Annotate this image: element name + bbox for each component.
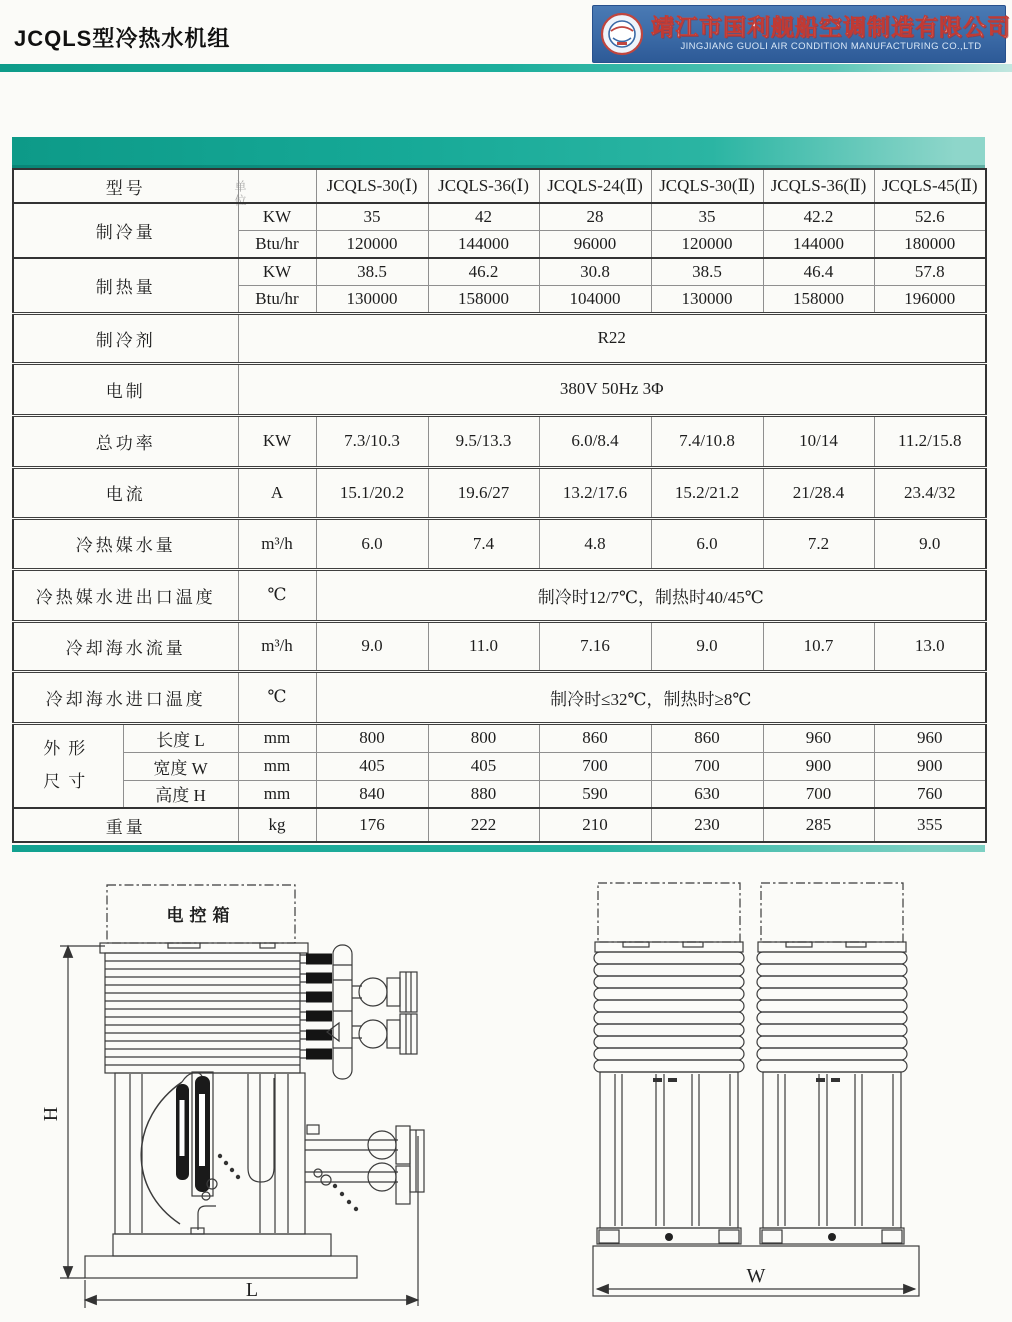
chain (218, 1154, 240, 1179)
value-cell: 800 (428, 723, 539, 752)
unit-cell: ℃ (238, 569, 316, 621)
row-label: 冷却海水进口温度 (13, 671, 238, 723)
value-cell: 7.2 (763, 518, 874, 569)
spec-row-refrigerant (13, 313, 986, 363)
cabinet (600, 1072, 738, 1228)
row-label: 制冷剂 (13, 313, 238, 363)
unit-cell: mm (238, 723, 316, 752)
sub-label: 宽度 W (123, 752, 238, 780)
spec-row-cooling-kw (13, 203, 986, 230)
value-cell: 11.0 (428, 621, 539, 671)
valve (359, 1020, 387, 1048)
value-cell: 900 (763, 752, 874, 780)
value-cell: 38.5 (651, 258, 763, 285)
value-cell: 130000 (316, 285, 428, 313)
value-cell: 120000 (651, 230, 763, 258)
row-label: 电制 (13, 363, 238, 415)
tube-connectors (306, 954, 332, 1060)
value-cell: 52.6 (874, 203, 986, 230)
value-cell: 13.0 (874, 621, 986, 671)
rib-stack (594, 952, 744, 1072)
dim-group-line2: 尺寸 (43, 771, 94, 791)
value-cell: 23.4/32 (874, 467, 986, 518)
control-box-outline (598, 883, 740, 942)
unit-cell: m³/h (238, 518, 316, 569)
top-plate (100, 943, 308, 953)
value-cell: 760 (874, 780, 986, 808)
row-label: 冷热媒水进出口温度 (13, 569, 238, 621)
chain (333, 1184, 358, 1211)
spec-row-power-supply (13, 363, 986, 415)
value-cell: 960 (763, 723, 874, 752)
control-box-outline (761, 883, 903, 942)
value-cell: 405 (428, 752, 539, 780)
value-cell: 7.3/10.3 (316, 415, 428, 467)
unit-cell: kg (238, 808, 316, 842)
control-box-label: 电控箱 (166, 906, 236, 925)
value-cell: 176 (316, 808, 428, 842)
dim-group-line1: 外形 (43, 739, 94, 759)
spec-row-chilled-water-temp (13, 569, 986, 621)
value-cell: 57.8 (874, 258, 986, 285)
side-view-drawing (585, 868, 935, 1318)
row-label-dimensions (13, 723, 123, 808)
value-cell: 144000 (428, 230, 539, 258)
unit-cell: A (238, 467, 316, 518)
value-cell: 96000 (539, 230, 651, 258)
value-cell: 6.0 (316, 518, 428, 569)
value-cell: 158000 (428, 285, 539, 313)
company-name-en: JINGJIANG GUOLI AIR CONDITION MANUFACTURING CO.,LTD (680, 41, 982, 53)
value-cell: 800 (316, 723, 428, 752)
value-cell: 11.2/15.8 (874, 415, 986, 467)
table-bottom-band (12, 845, 985, 852)
row-label: 重量 (13, 808, 238, 842)
spec-row-dim-width (13, 752, 986, 780)
spec-row-seawater-flow (13, 621, 986, 671)
dim-w-label: W (746, 1265, 766, 1287)
company-name-cn: 靖江市国利舰船空调制造有限公司 (651, 14, 1011, 41)
value-cell: 130000 (651, 285, 763, 313)
hose (141, 1082, 182, 1224)
spec-row-dim-length (13, 723, 986, 752)
value-cell: 7.4/10.8 (651, 415, 763, 467)
value-cell: 700 (763, 780, 874, 808)
model-header-cell: JCQLS-30(Ⅱ) (651, 169, 763, 203)
value-cell: 6.0 (651, 518, 763, 569)
front-view-drawing (30, 868, 475, 1318)
model-header-cell: JCQLS-24(Ⅱ) (539, 169, 651, 203)
cabinet (763, 1072, 901, 1228)
value-cell: 35 (651, 203, 763, 230)
rib-stack (757, 952, 907, 1072)
value-cell: 355 (874, 808, 986, 842)
value-cell: 15.2/21.2 (651, 467, 763, 518)
row-label: 冷却海水流量 (13, 621, 238, 671)
value-cell: 9.5/13.3 (428, 415, 539, 467)
spec-row-chilled-water-flow (13, 518, 986, 569)
unit-cell: m³/h (238, 621, 316, 671)
value-cell: 15.1/20.2 (316, 467, 428, 518)
spec-table (12, 168, 987, 843)
row-label: 型号 (13, 169, 238, 203)
value-cell: 285 (763, 808, 874, 842)
row-label: 制热量 (13, 258, 238, 313)
value-cell: 700 (651, 752, 763, 780)
page-title: JCQLS型冷热水机组 (14, 26, 231, 51)
unit-cell: ℃ (238, 671, 316, 723)
u-pipe (248, 1074, 274, 1182)
coil-block (105, 953, 300, 1073)
value-cell: 9.0 (316, 621, 428, 671)
company-logo-box (592, 5, 1011, 63)
unit-cell: KW (238, 258, 316, 285)
company-name-block (651, 15, 1011, 53)
value-cell: 222 (428, 808, 539, 842)
spec-row-dim-height (13, 780, 986, 808)
value-cell: 405 (316, 752, 428, 780)
value-cell: 860 (651, 723, 763, 752)
unit-cell: mm (238, 780, 316, 808)
unit-cell: Btu/hr (238, 230, 316, 258)
value-cell: 630 (651, 780, 763, 808)
spec-row-weight (13, 808, 986, 842)
unit-column-vertical-label: 单位 (233, 180, 247, 208)
sub-label: 长度 L (123, 723, 238, 752)
valve (368, 1131, 396, 1159)
spec-row-seawater-temp (13, 671, 986, 723)
value-cell: 6.0/8.4 (539, 415, 651, 467)
value-cell: 10.7 (763, 621, 874, 671)
value-cell: 120000 (316, 230, 428, 258)
value-cell: 21/28.4 (763, 467, 874, 518)
value-cell: 840 (316, 780, 428, 808)
value-cell: 46.4 (763, 258, 874, 285)
value-cell: 210 (539, 808, 651, 842)
value-cell: 700 (539, 752, 651, 780)
value-cell: 7.4 (428, 518, 539, 569)
value-cell: 13.2/17.6 (539, 467, 651, 518)
value-cell: 960 (874, 723, 986, 752)
value-cell: 4.8 (539, 518, 651, 569)
unit-cell: mm (238, 752, 316, 780)
model-header-cell: JCQLS-36(Ⅱ) (763, 169, 874, 203)
base-lower (85, 1256, 357, 1278)
spec-row-total-power (13, 415, 986, 467)
value-cell: 9.0 (874, 518, 986, 569)
row-label: 冷热媒水量 (13, 518, 238, 569)
merged-value-cell: 380V 50Hz 3Φ (238, 363, 986, 415)
model-header-cell: JCQLS-45(Ⅱ) (874, 169, 986, 203)
value-cell: 46.2 (428, 258, 539, 285)
unit-cell (238, 169, 316, 203)
value-cell: 10/14 (763, 415, 874, 467)
merged-value-cell: R22 (238, 313, 986, 363)
spec-row-heating-kw (13, 258, 986, 285)
valve (359, 978, 387, 1006)
merged-value-cell: 制冷时≤32℃，制热时≥8℃ (316, 671, 986, 723)
model-header-cell: JCQLS-36(Ⅰ) (428, 169, 539, 203)
model-header-cell: JCQLS-30(Ⅰ) (316, 169, 428, 203)
value-cell: 144000 (763, 230, 874, 258)
unit-cell: KW (238, 415, 316, 467)
row-label: 总功率 (13, 415, 238, 467)
value-cell: 180000 (874, 230, 986, 258)
value-cell: 860 (539, 723, 651, 752)
unit-cell: KW (238, 203, 316, 230)
value-cell: 19.6/27 (428, 467, 539, 518)
value-cell: 880 (428, 780, 539, 808)
unit-cell: Btu/hr (238, 285, 316, 313)
value-cell: 230 (651, 808, 763, 842)
header-divider (0, 64, 1012, 72)
value-cell: 42.2 (763, 203, 874, 230)
row-label: 制冷量 (13, 203, 238, 258)
valve (368, 1163, 396, 1191)
merged-value-cell: 制冷时12/7℃，制热时40/45℃ (316, 569, 986, 621)
value-cell: 7.16 (539, 621, 651, 671)
dim-l-label: L (245, 1279, 259, 1301)
value-cell: 590 (539, 780, 651, 808)
value-cell: 28 (539, 203, 651, 230)
value-cell: 30.8 (539, 258, 651, 285)
table-top-band (12, 137, 985, 168)
value-cell: 38.5 (316, 258, 428, 285)
value-cell: 35 (316, 203, 428, 230)
value-cell: 900 (874, 752, 986, 780)
sub-label: 高度 H (123, 780, 238, 808)
row-label: 电流 (13, 467, 238, 518)
value-cell: 42 (428, 203, 539, 230)
value-cell: 196000 (874, 285, 986, 313)
spec-row-model (13, 169, 986, 203)
value-cell: 9.0 (651, 621, 763, 671)
value-cell: 104000 (539, 285, 651, 313)
value-cell: 158000 (763, 285, 874, 313)
spec-row-current (13, 467, 986, 518)
dim-h-label: H (40, 1106, 62, 1122)
company-emblem-icon (599, 11, 645, 57)
base-upper (113, 1234, 331, 1256)
